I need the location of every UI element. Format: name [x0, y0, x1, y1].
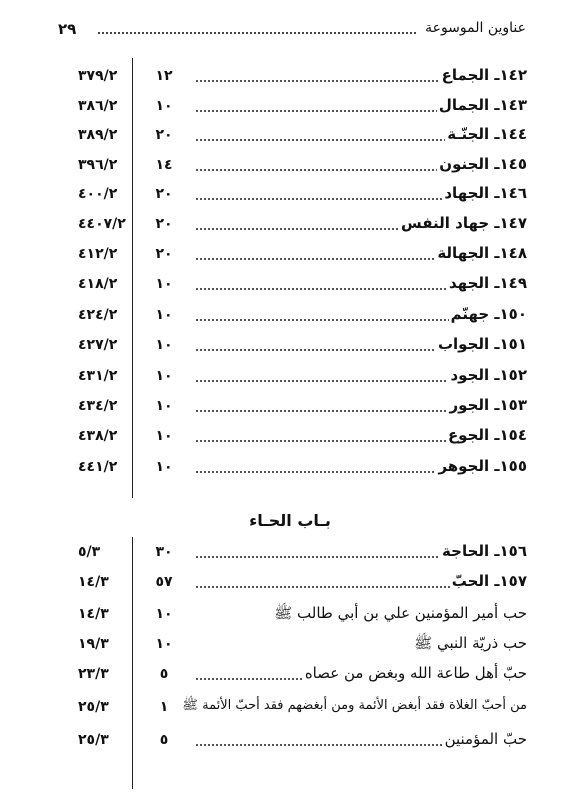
volume-page-ref: ٤٢٤/٢ [78, 307, 118, 323]
entry-count: ٢٠ [155, 216, 173, 232]
entry-count: ١٤ [155, 157, 173, 173]
entry-title: ١٤٤ـ الجنّـة [447, 125, 527, 143]
entry-count: ١٠ [155, 398, 173, 414]
volume-page-ref: ٣٨٦/٢ [78, 98, 118, 114]
volume-page-ref: ٤١٨/٢ [78, 276, 118, 292]
entry-title: ١٤٥ـ الجنون [439, 155, 527, 173]
running-title: عناوين الموسوعة [425, 20, 526, 36]
volume-page-ref: ٣٩٦/٢ [78, 157, 118, 173]
running-header [58, 20, 526, 42]
entry-count: ٥ [159, 732, 169, 748]
leader-dots [196, 288, 470, 290]
entry-title: ١٤٦ـ الجهاد [444, 184, 527, 202]
entry-count: ١٢ [155, 68, 173, 84]
toc-entry[interactable] [0, 184, 580, 210]
leader-dots [196, 410, 470, 412]
volume-page-ref: ٤٤١/٢ [78, 459, 118, 475]
volume-page-ref: ١٤/٣ [78, 574, 109, 590]
entry-count: ٢٠ [155, 127, 173, 143]
volume-page-ref: ٤٢٧/٢ [78, 337, 118, 353]
subentry-title: حبّ المؤمنين [444, 730, 527, 748]
leader-dots [196, 471, 470, 473]
leader-dots [196, 319, 470, 321]
volume-page-ref: ٣٨٩/٢ [78, 127, 118, 143]
volume-page-ref: ٤٤٠٧/٢ [78, 216, 126, 232]
leader-dots [196, 80, 470, 82]
entry-count: ٥ [159, 666, 169, 682]
toc-entry[interactable] [0, 96, 580, 122]
entry-count: ١٠ [155, 307, 173, 323]
entry-count: ١٠ [155, 337, 173, 353]
leader-dots [196, 110, 470, 112]
entry-count: ٥٧ [155, 574, 173, 590]
volume-page-ref: ٤٣١/٢ [78, 368, 118, 384]
leader-dots [196, 556, 470, 558]
volume-page-ref: ٤٠٠/٢ [78, 186, 118, 202]
entry-title: ١٤٣ـ الجمال [438, 96, 527, 114]
toc-entry[interactable] [0, 426, 580, 452]
volume-page-ref: ١٤/٣ [78, 606, 109, 622]
toc-subentry[interactable] [0, 697, 580, 723]
toc-entry[interactable] [0, 542, 580, 568]
leader-dots [196, 139, 470, 141]
entry-count: ٣٠ [155, 544, 173, 560]
entry-count: ١٠ [155, 368, 173, 384]
entry-title: ١٥٦ـ الحاجة [442, 542, 527, 560]
leader-dots [196, 258, 470, 260]
volume-page-ref: ٢٥/٣ [78, 699, 109, 715]
leader-dots [196, 198, 470, 200]
toc-entry[interactable] [0, 457, 580, 483]
entry-title: ١٥٠ـ جهنّم [450, 305, 527, 323]
entry-title: ١٤٧ـ جهاد النفس [401, 214, 527, 232]
section-heading: بـاب الحـاء [249, 511, 331, 530]
entry-title: ١٥٣ـ الجور [449, 396, 527, 414]
entry-count: ١٠ [155, 459, 173, 475]
entry-title: ١٥٧ـ الحبّ [451, 572, 527, 590]
leader-dots [196, 169, 470, 171]
leader-dots [196, 586, 470, 588]
leader-dots [196, 349, 470, 351]
entry-title: ١٥٢ـ الجود [450, 366, 527, 384]
toc-subentry[interactable] [0, 664, 580, 690]
entry-title: ١٥٤ـ الجوع [447, 426, 527, 444]
volume-page-ref: ٤٣٤/٢ [78, 398, 118, 414]
toc-subentry[interactable] [0, 730, 580, 756]
entry-title: ١٥١ـ الجواب [437, 335, 527, 353]
toc-entry[interactable] [0, 125, 580, 151]
entry-count: ٢٠ [155, 246, 173, 262]
leader-dots [196, 380, 470, 382]
entry-count: ١٠ [155, 276, 173, 292]
toc-entry[interactable] [0, 244, 580, 270]
entry-title: ١٤٨ـ الجهالة [437, 244, 527, 262]
volume-page-ref: ٥/٣ [78, 544, 101, 560]
entry-count: ١٠ [155, 98, 173, 114]
page-number: ٢٩ [58, 20, 77, 38]
subentry-title: حب أمير المؤمنين علي بن أبي طالب ﷺ [272, 604, 527, 626]
toc-entry[interactable] [0, 155, 580, 181]
toc-entry[interactable] [0, 66, 580, 92]
volume-page-ref: ٤١٢/٢ [78, 246, 118, 262]
volume-page-ref: ٢٣/٣ [78, 666, 109, 682]
header-leader-dots [98, 32, 416, 34]
toc-entry[interactable] [0, 572, 580, 598]
entry-count: ٢٠ [155, 186, 173, 202]
subentry-title: حبّ أهل طاعة الله وبغض من عصاه [304, 664, 527, 682]
entry-title: ١٥٥ـ الجوهر [438, 457, 527, 475]
entry-count: ١٠ [155, 428, 173, 444]
leader-dots [196, 440, 470, 442]
toc-entry[interactable] [0, 305, 580, 331]
volume-page-ref: ١٩/٣ [78, 636, 109, 652]
volume-page-ref: ٢٥/٣ [78, 732, 109, 748]
leader-dots [196, 744, 470, 746]
toc-entry[interactable] [0, 396, 580, 422]
subentry-title: حب ذريّة النبي ﷺ [412, 634, 527, 656]
volume-page-ref: ٤٣٨/٢ [78, 428, 118, 444]
entry-title: ١٤٩ـ الجهد [449, 274, 527, 292]
volume-page-ref: ٣٧٩/٢ [78, 68, 118, 84]
toc-subentry[interactable] [0, 634, 580, 660]
entry-count: ١٠ [155, 606, 173, 622]
toc-entry[interactable] [0, 335, 580, 361]
subentry-title: من أحبّ الغلاة فقد أبغض الأئمة ومن أبغضهم فقد أحبّ الأئمة ﷺ [180, 697, 527, 716]
toc-entry[interactable] [0, 214, 580, 240]
toc-entry[interactable] [0, 366, 580, 392]
entry-count: ١٠ [155, 636, 173, 652]
toc-entry[interactable] [0, 274, 580, 300]
entry-title: ١٤٢ـ الجماع [441, 66, 527, 84]
entry-count: ١ [159, 699, 169, 715]
toc-subentry[interactable] [0, 604, 580, 630]
